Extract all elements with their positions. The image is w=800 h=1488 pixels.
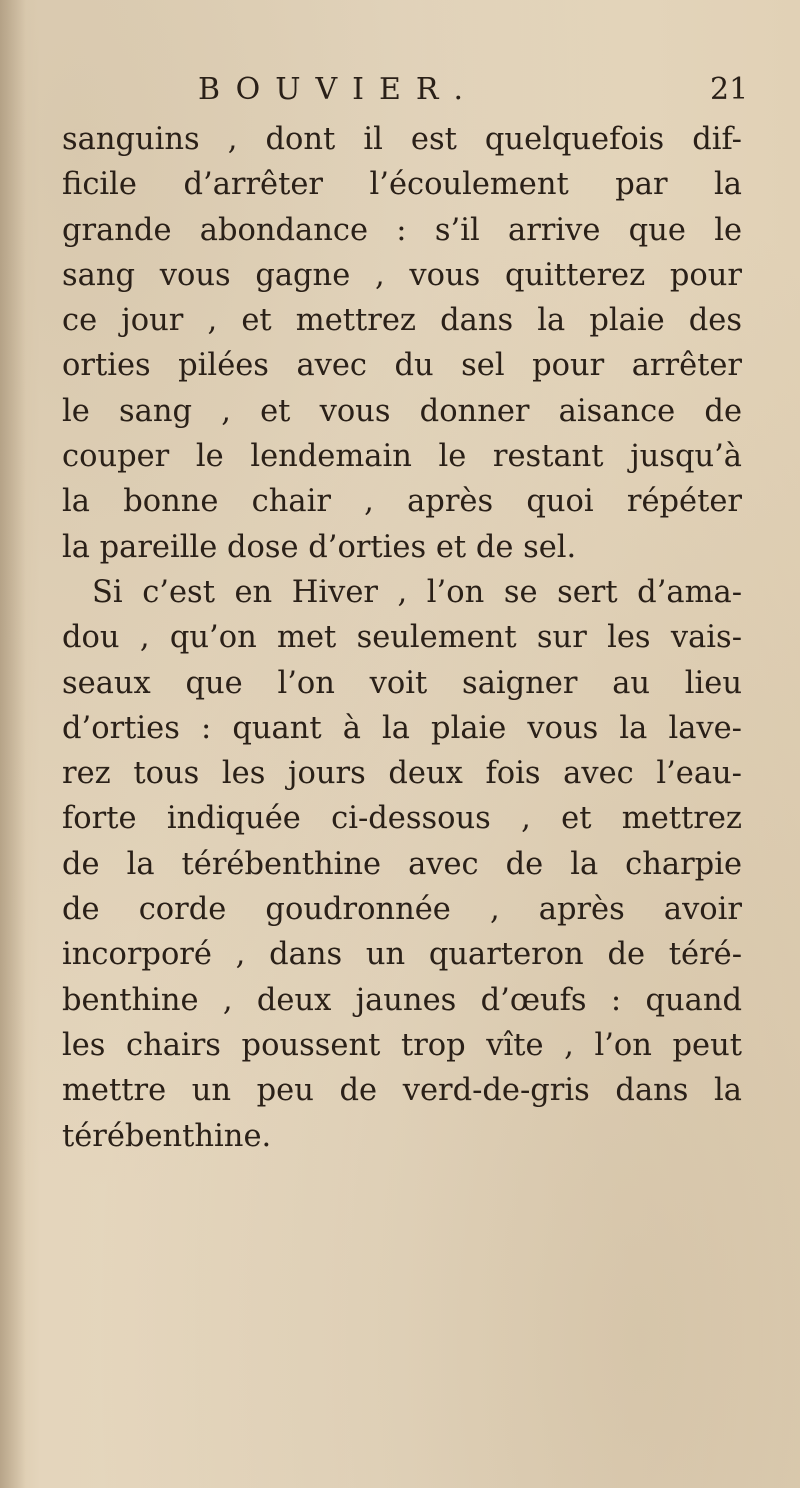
- text-line: la bonne chair , après quoi répéter: [62, 484, 742, 520]
- text-line: sanguins , dont il est quelquefois dif-: [62, 122, 742, 157]
- text-line: rez tous les jours deux fois avec l’eau-: [62, 756, 742, 792]
- text-line: ficile d’arrêter l’écoulement par la: [62, 167, 742, 203]
- text-line: les chairs poussent trop vîte , l’on peut: [62, 1027, 742, 1063]
- text-line: incorporé , dans un quarteron de téré-: [62, 937, 742, 973]
- text-line: grande abondance : s’il arrive que le: [62, 212, 742, 248]
- running-title: BOUVIER.: [198, 72, 479, 107]
- text-line: sang vous gagne , vous quitterez pour: [62, 257, 742, 293]
- text-line: couper le lendemain le restant jusqu’à: [62, 439, 742, 475]
- page-number: 21: [710, 72, 749, 107]
- text-line: forte indiquée ci-dessous , et mettrez: [62, 801, 742, 837]
- text-line: de la térébenthine avec de la charpie: [62, 846, 742, 882]
- text-line: la pareille dose d’orties et de sel.: [62, 529, 577, 565]
- text-line: seaux que l’on voit saigner au lieu: [62, 665, 742, 701]
- text-line: ce jour , et mettrez dans la plaie des: [62, 303, 742, 339]
- text-line: térébenthine.: [62, 1118, 272, 1154]
- text-line: de corde goudronnée , après avoir: [62, 892, 742, 928]
- running-head: [0, 70, 800, 110]
- body-text: [62, 117, 742, 1159]
- text-line: mettre un peu de verd-de-gris dans la: [62, 1073, 742, 1109]
- paragraph-start-line: Si c’est en Hiver , l’on se sert d’ama-: [92, 574, 742, 610]
- text-line: dou , qu’on met seulement sur les vais-: [62, 620, 742, 656]
- text-line: benthine , deux jaunes d’œufs : quand: [62, 982, 742, 1018]
- text-line: orties pilées avec du sel pour arrêter: [62, 348, 742, 384]
- text-line: le sang , et vous donner aisance de: [62, 393, 742, 429]
- binding-shadow: [0, 0, 26, 1488]
- text-line: d’orties : quant à la plaie vous la lave-: [62, 710, 742, 746]
